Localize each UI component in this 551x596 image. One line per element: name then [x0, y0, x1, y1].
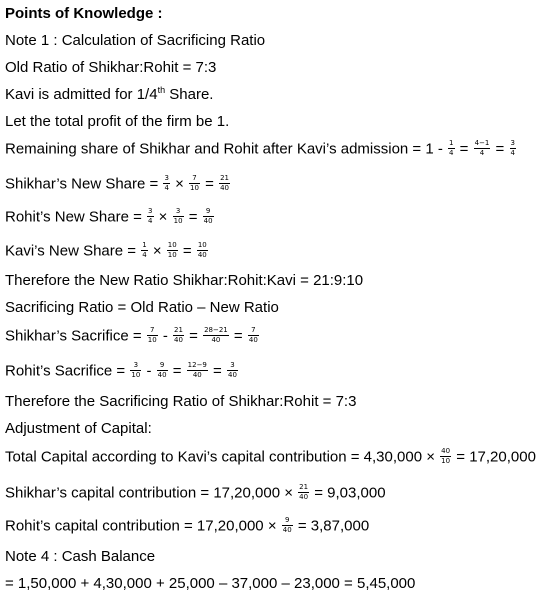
- shikhar-capital-line: [5, 484, 386, 503]
- total-profit-line: Let the total profit of the firm be 1.: [5, 113, 230, 130]
- shikhar-sacrifice-line: [5, 327, 260, 346]
- fraction: [187, 361, 208, 380]
- fraction: [141, 241, 147, 260]
- denominator: 10: [167, 251, 177, 259]
- old-ratio-line: Old Ratio of Shikhar:Rohit = 7:3: [5, 59, 217, 76]
- fraction: [227, 361, 238, 380]
- fraction: [203, 207, 214, 226]
- fraction: [203, 326, 229, 345]
- fraction: [282, 516, 293, 535]
- rohit-sacrifice-line: [5, 362, 239, 381]
- operator: ×: [170, 175, 189, 193]
- note1-title: Note 1 : Calculation of Sacrificing Ratio: [5, 32, 266, 49]
- operator: =: [208, 362, 226, 380]
- denominator: 40: [211, 336, 221, 344]
- rohit-capital-line: [5, 517, 369, 536]
- denominator: 4: [510, 149, 515, 157]
- fraction: [147, 326, 158, 345]
- shikhar-new-share-line: [5, 175, 231, 194]
- numerator: 7: [189, 174, 200, 184]
- denominator: 40: [282, 526, 292, 534]
- admission-line: [5, 86, 213, 104]
- shikhar-capital-label: Shikhar’s capital contribution = 17,20,000 ×: [5, 484, 298, 502]
- numerator: 21: [299, 483, 309, 491]
- shikhar-sacrifice-label: Shikhar’s Sacrifice =: [5, 327, 146, 345]
- numerator: 1: [449, 139, 454, 147]
- total-capital-line: [5, 448, 536, 467]
- admission-text-end: Share.: [165, 86, 214, 103]
- fraction: [448, 139, 454, 158]
- fraction: [197, 241, 208, 260]
- operator: =: [184, 327, 203, 345]
- fraction: [510, 139, 516, 158]
- rohit-new-share-label: Rohit’s New Share =: [5, 208, 147, 226]
- numerator: 3: [148, 207, 153, 215]
- fraction: [440, 447, 451, 466]
- numerator: 21: [220, 174, 229, 182]
- ordinal-suffix: th: [157, 85, 166, 95]
- numerator: 7: [248, 326, 259, 336]
- numerator: 1: [142, 241, 147, 249]
- section-heading: Points of Knowledge :: [5, 5, 163, 22]
- operator: =: [491, 140, 509, 158]
- denominator: 40: [203, 217, 213, 225]
- denominator: 4: [449, 149, 454, 157]
- operator: ×: [148, 242, 166, 260]
- operator: ×: [154, 208, 172, 226]
- denominator: 10: [441, 457, 451, 465]
- operator: =: [200, 175, 219, 193]
- numerator: 3: [510, 139, 515, 147]
- numerator: 7: [147, 326, 158, 336]
- fraction: [173, 207, 184, 226]
- remaining-share-label: Remaining share of Shikhar and Rohit after Kavi’s admission = 1 -: [5, 140, 448, 158]
- numerator: 10: [167, 241, 177, 249]
- denominator: 40: [157, 371, 167, 379]
- fraction: [189, 174, 200, 193]
- operator: =: [184, 208, 202, 226]
- numerator: 9: [157, 361, 168, 371]
- numerator: 3: [227, 361, 238, 371]
- operator: =: [229, 327, 247, 345]
- denominator: 10: [190, 184, 199, 192]
- sacrificing-formula-line: Sacrificing Ratio = Old Ratio – New Ratio: [5, 299, 279, 316]
- denominator: 4: [479, 149, 485, 157]
- numerator: 4−1: [474, 139, 490, 147]
- numerator: 3: [164, 174, 169, 182]
- total-capital-label: Total Capital according to Kavi’s capital contribution = 4,30,000 ×: [5, 448, 440, 466]
- rohit-capital-result: = 3,87,000: [293, 517, 370, 535]
- note4-title: Note 4 : Cash Balance: [5, 548, 156, 565]
- numerator: 3: [173, 207, 184, 217]
- denominator: 10: [131, 371, 141, 379]
- denominator: 4: [142, 251, 147, 259]
- fraction: [298, 483, 309, 502]
- sacrificing-ratio-line: Therefore the Sacrificing Ratio of Shikhar:Rohit = 7:3: [5, 393, 357, 410]
- capital-title: Adjustment of Capital:: [5, 420, 152, 437]
- numerator: 40: [441, 447, 451, 455]
- fraction: [157, 361, 168, 380]
- admission-text: Kavi is admitted for 1/4: [5, 86, 158, 103]
- numerator: 10: [197, 241, 207, 249]
- new-ratio-line: Therefore the New Ratio Shikhar:Rohit:Kavi = 21:9:10: [5, 272, 364, 289]
- fraction: [474, 139, 491, 158]
- fraction: [163, 174, 169, 193]
- operator: =: [168, 362, 186, 380]
- denominator: 10: [173, 217, 183, 225]
- denominator: 40: [174, 336, 183, 344]
- fraction: [248, 326, 259, 345]
- numerator: 9: [203, 207, 214, 217]
- fraction: [130, 361, 141, 380]
- shikhar-capital-result: = 9,03,000: [310, 484, 386, 502]
- numerator: 12−9: [187, 361, 207, 369]
- denominator: 4: [164, 184, 169, 192]
- cash-balance-line: = 1,50,000 + 4,30,000 + 25,000 – 37,000 – 23,000 = 5,45,000: [5, 575, 416, 592]
- numerator: 9: [282, 516, 293, 526]
- kavi-new-share-label: Kavi’s New Share =: [5, 242, 141, 260]
- denominator: 10: [147, 336, 157, 344]
- denominator: 40: [192, 371, 202, 379]
- shikhar-new-share-label: Shikhar’s New Share =: [5, 175, 163, 193]
- numerator: 28−21: [204, 326, 228, 334]
- operator: =: [178, 242, 196, 260]
- rohit-capital-label: Rohit’s capital contribution = 17,20,000 ×: [5, 517, 281, 535]
- operator: -: [142, 362, 156, 380]
- remaining-share-line: [5, 140, 517, 159]
- numerator: 3: [130, 361, 141, 371]
- operator: -: [158, 327, 173, 345]
- denominator: 40: [299, 493, 309, 501]
- fraction: [173, 326, 184, 345]
- denominator: 40: [220, 184, 229, 192]
- denominator: 40: [248, 336, 258, 344]
- operator: =: [455, 140, 473, 158]
- numerator: 21: [174, 326, 183, 334]
- fraction: [147, 207, 153, 226]
- rohit-new-share-line: [5, 208, 215, 227]
- fraction: [167, 241, 178, 260]
- kavi-new-share-line: [5, 242, 209, 261]
- total-capital-result: = 17,20,000: [452, 448, 536, 466]
- denominator: 40: [197, 251, 207, 259]
- fraction: [219, 174, 230, 193]
- denominator: 4: [148, 217, 153, 225]
- denominator: 40: [228, 371, 237, 379]
- rohit-sacrifice-label: Rohit’s Sacrifice =: [5, 362, 130, 380]
